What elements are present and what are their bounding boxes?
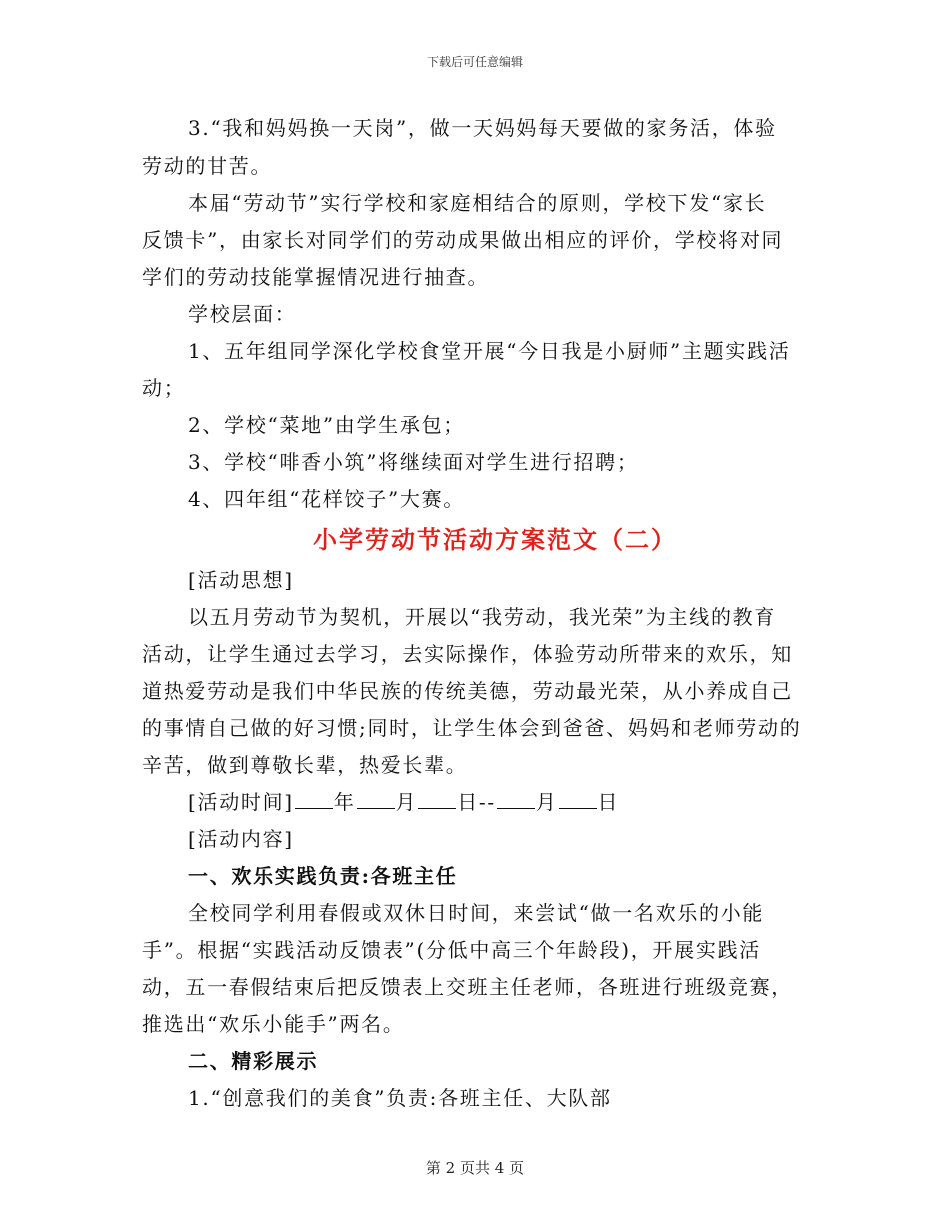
paragraph-line: 学们的劳动技能掌握情况进行抽查。 [142, 265, 490, 289]
paragraph-line: 的事情自己做的好习惯;同时，让学生体会到爸爸、妈妈和老师劳动的 [142, 716, 802, 740]
paragraph-line: 劳动的甘苦。 [142, 154, 273, 178]
month-label: 月 [535, 790, 558, 814]
activity-time-label: [活动时间] [188, 790, 294, 814]
blank-field [497, 788, 535, 809]
subheading: 一、欢乐实践负责:各班主任 [188, 864, 458, 888]
paragraph-line: 3.“我和妈妈换一天岗”，做一天妈妈每天要做的家务活，体验 [188, 116, 777, 140]
day-label: 日-- [457, 790, 496, 814]
paragraph-line: 推选出“欢乐小能手”两名。 [142, 1012, 405, 1036]
paragraph-line: 辛苦，做到尊敬长辈，热爱长辈。 [142, 753, 468, 777]
list-item: 3、学校“啡香小筑”将继续面对学生进行招聘； [188, 450, 639, 474]
month-label: 月 [395, 790, 418, 814]
section-title: 小学劳动节活动方案范文（二） [313, 526, 677, 554]
list-item: 1、五年组同学深化学校食堂开展“今日我是小厨师”主题实践活 [188, 339, 791, 363]
section-label: [活动思想] [188, 568, 294, 592]
paragraph-line: 本届“劳动节”实行学校和家庭相结合的原则，学校下发“家长 [188, 191, 767, 215]
paragraph-line: 道热爱劳动是我们中华民族的传统美德，劳动最光荣，从小养成自己 [142, 679, 793, 703]
day-label: 日 [597, 790, 620, 814]
subheading: 二、精彩展示 [188, 1049, 319, 1073]
paragraph-line: 动，五一春假结束后把反馈表上交班主任老师，各班进行班级竞赛， [142, 975, 793, 999]
section-label: [活动内容] [188, 827, 294, 851]
page-header: 下载后可任意编辑 [426, 55, 523, 69]
blank-field [418, 788, 456, 809]
paragraph-line: 学校层面： [188, 302, 297, 326]
blank-field [295, 788, 333, 809]
list-item: 1.“创意我们的美食”负责:各班主任、大队部 [188, 1086, 612, 1110]
paragraph-line: 手”。根据“实践活动反馈表”(分低中高三个年龄段)，开展实践活 [142, 938, 761, 962]
paragraph-line: 活动，让学生通过去学习，去实际操作，体验劳动所带来的欢乐，知 [142, 642, 793, 666]
blank-field [559, 788, 597, 809]
list-item: 4、四年组“花样饺子”大赛。 [188, 487, 465, 511]
blank-field [357, 788, 395, 809]
list-item: 2、学校“菜地”由学生承包； [188, 413, 465, 437]
activity-time-line [188, 788, 619, 816]
page-footer: 第 2 页共 4 页 [425, 1159, 525, 1177]
paragraph-line: 以五月劳动节为契机，开展以“我劳动，我光荣”为主线的教育 [188, 605, 777, 629]
paragraph-line: 反馈卡”，由家长对同学们的劳动成果做出相应的评价，学校将对同 [142, 228, 784, 252]
paragraph-line: 全校同学利用春假或双休日时间，来尝试“做一名欢乐的小能 [188, 901, 765, 925]
paragraph-line: 动； [142, 376, 186, 400]
year-label: 年 [333, 790, 356, 814]
